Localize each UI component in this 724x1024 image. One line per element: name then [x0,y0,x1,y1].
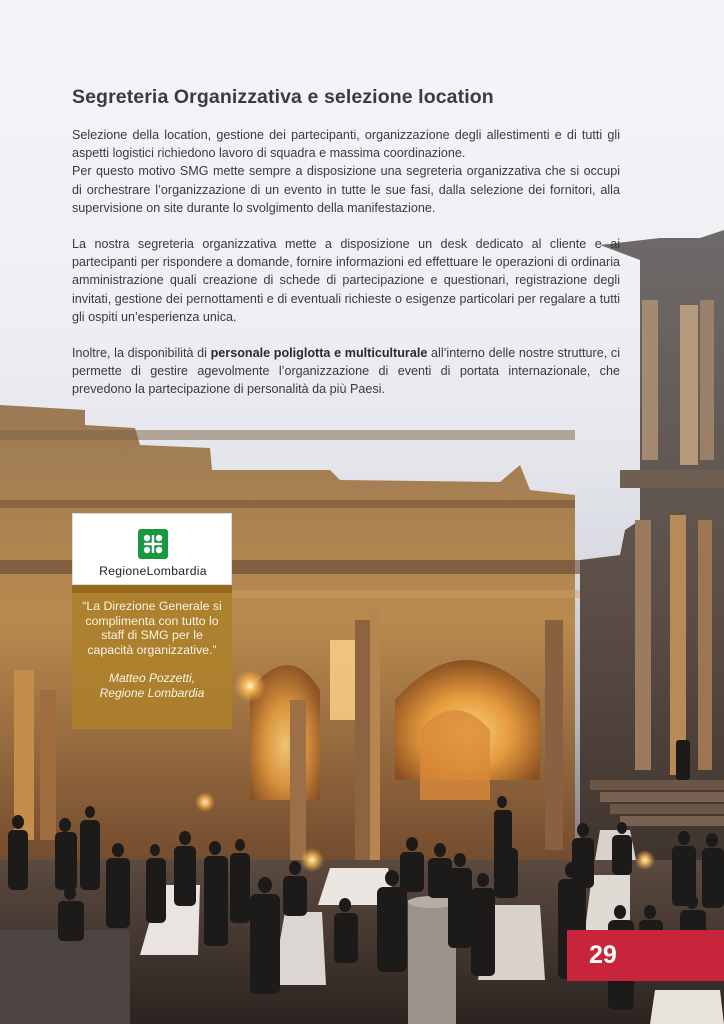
paragraph-3-lead: Inoltre, la disponibilità di [72,346,211,361]
paragraph-multicultural-staff [72,344,620,399]
section-title: Segreteria Organizzativa e selezione location [72,86,494,108]
testimonial-divider [72,585,232,593]
paragraph-desk-services: La nostra segreteria organizzativa mette a disposizione un desk dedicato al cliente e ai partecipanti per rispondere a domande, fornire informazioni ed effettuare le operazioni di ordinaria amministrazione quali creazione di schede di partecipazione e questionari, registrazione degli invitati, gestione dei pernottamenti e di eventuali richieste o esigenze particolari per regalare a tutti gli ospiti un’esperienza unica. [72,237,620,324]
section-body [72,126,620,417]
regione-lombardia-rose-icon [138,529,168,559]
regione-lombardia-logo [72,513,232,585]
paragraph-smg-secretariat: Per questo motivo SMG mette sempre a disposizione una segreteria organizzativa che si occupi di orchestrare l’organizzazione di un evento in tutte le sue fasi, dalla selezione dei fornitori, alla supervisione on site durante lo svolgimento della manifestazione. [72,164,620,215]
paragraph-3-rest: all’interno delle nostre strutture, ci permette di gestire agevolmente l’organizzazione di eventi di portata internazionale, che prevedono la partecipazione di personalità da più Paesi. [72,346,620,397]
testimonial-author-org: Regione Lombardia [99,686,205,701]
testimonial-quote: “La Direzione Generale si complimenta con tutto lo staff di SMG per le capacità organizzative.” [82,599,222,657]
testimonial-author [78,671,226,701]
testimonial-author-name: Matteo Pozzetti, [108,671,196,686]
highlight-multilingual-staff: personale poliglotta e multiculturale [210,346,428,361]
regione-lombardia-wordmark: RegioneLombardia [99,564,207,578]
paragraph-location-selection: Selezione della location, gestione dei partecipanti, organizzazione degli allestimenti e di tutti gli aspetti logistici richiedono lavoro di squadra e massima coordinazione. [72,128,620,161]
testimonial-quote-panel [72,585,232,729]
page-number: 29 [567,930,724,981]
testimonial-box [72,513,232,729]
